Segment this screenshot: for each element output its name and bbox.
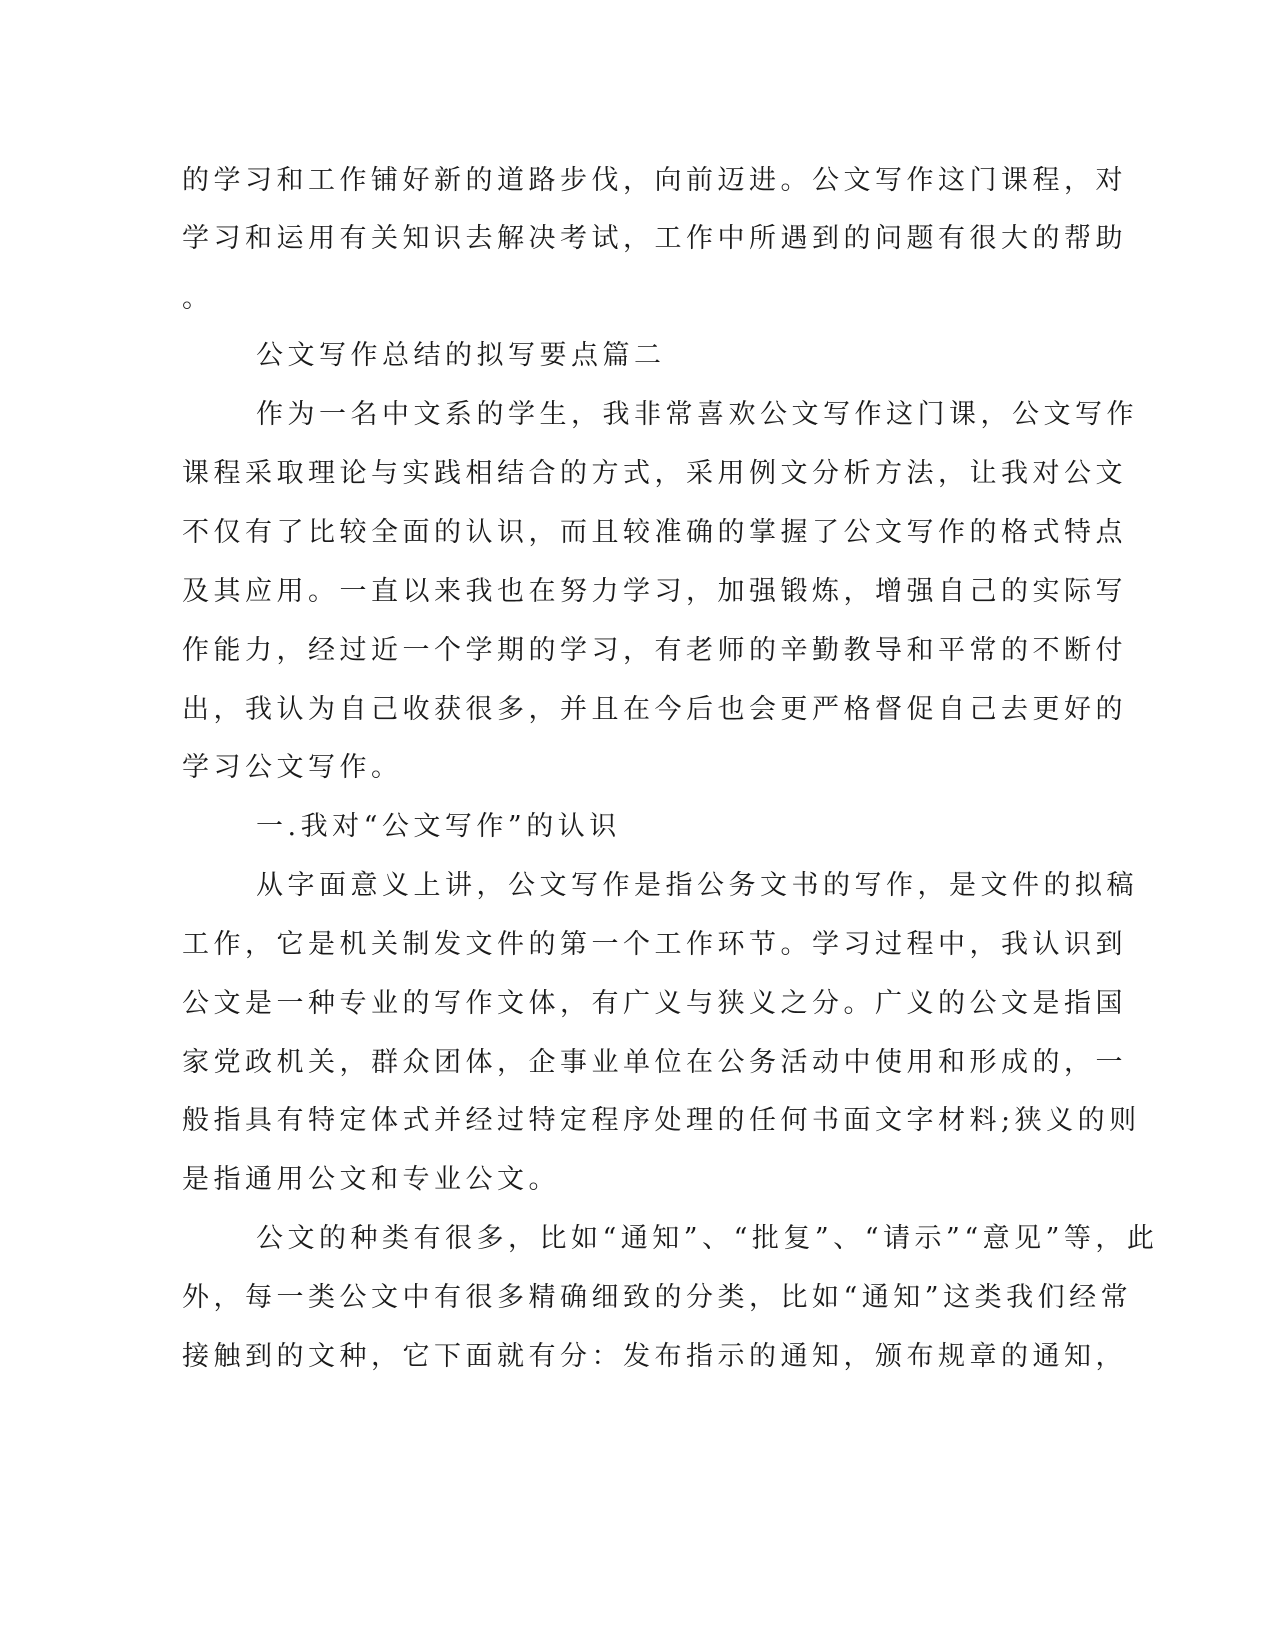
- body-text-line: 作为一名中文系的学生，我非常喜欢公文写作这门课，公文写作: [256, 399, 1138, 430]
- body-text-line: 学习和运用有关知识去解决考试，工作中所遇到的问题有很大的帮助: [182, 223, 1127, 254]
- body-text-line: 接触到的文种，它下面就有分：发布指示的通知，颁布规章的通知，: [182, 1341, 1127, 1372]
- body-text-line: 。: [182, 283, 214, 314]
- section-heading: 公文写作总结的拟写要点篇二: [256, 340, 666, 371]
- body-text-line: 课程采取理论与实践相结合的方式，采用例文分析方法，让我对公文: [182, 458, 1127, 489]
- body-text-line: 不仅有了比较全面的认识，而且较准确的掌握了公文写作的格式特点: [182, 517, 1127, 548]
- body-text-line: 公文是一种专业的写作文体，有广义与狭义之分。广义的公文是指国: [182, 988, 1127, 1019]
- body-text-line: 从字面意义上讲，公文写作是指公务文书的写作，是文件的拟稿: [256, 870, 1138, 901]
- body-text-line: 般指具有特定体式并经过特定程序处理的任何书面文字材料;狭义的则: [182, 1105, 1141, 1136]
- body-text-line: 是指通用公文和专业公文。: [182, 1164, 560, 1195]
- body-text-line: 学习公文写作。: [182, 752, 403, 783]
- body-text-line: 的学习和工作铺好新的道路步伐，向前迈进。公文写作这门课程，对: [182, 165, 1127, 196]
- body-text-line: 作能力，经过近一个学期的学习，有老师的辛勤教导和平常的不断付: [182, 635, 1127, 666]
- body-text-line: 公文的种类有很多，比如“通知”、“批复”、“请示”“意见”等，此: [256, 1223, 1159, 1254]
- subsection-heading: 一.我对“公文写作”的认识: [256, 811, 621, 842]
- body-text-line: 家党政机关，群众团体，企事业单位在公务活动中使用和形成的，一: [182, 1047, 1127, 1078]
- body-text-line: 外，每一类公文中有很多精确细致的分类，比如“通知”这类我们经常: [182, 1282, 1133, 1313]
- body-text-line: 出，我认为自己收获很多，并且在今后也会更严格督促自己去更好的: [182, 694, 1127, 725]
- body-text-line: 工作，它是机关制发文件的第一个工作环节。学习过程中，我认识到: [182, 929, 1127, 960]
- body-text-line: 及其应用。一直以来我也在努力学习，加强锻炼，增强自己的实际写: [182, 576, 1127, 607]
